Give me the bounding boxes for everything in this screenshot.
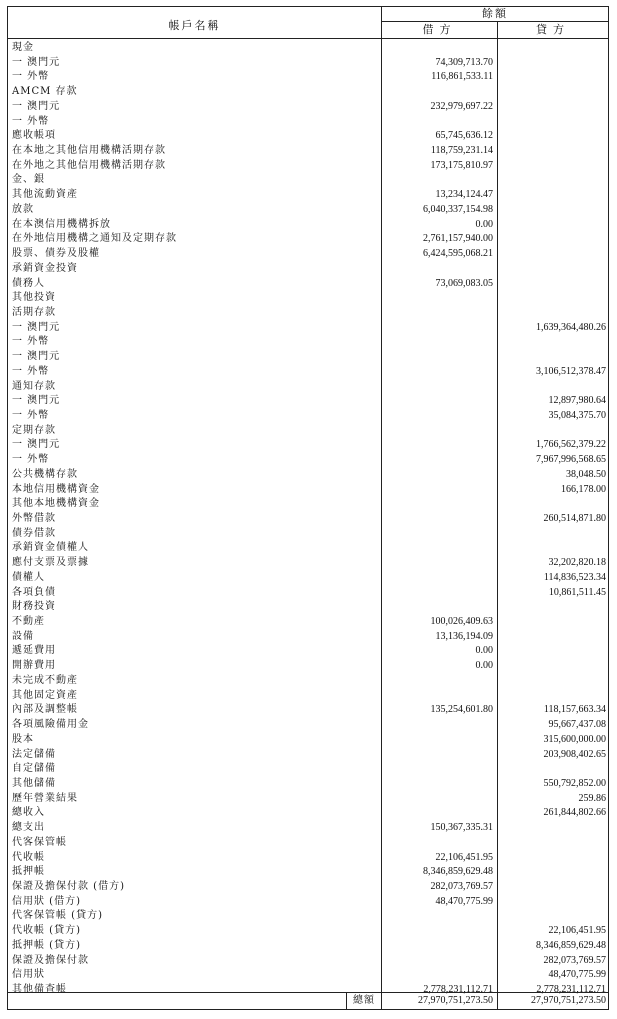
account-cell: 代客保管帳 (貸方) [12, 910, 103, 922]
table-row [8, 880, 608, 895]
table-row [8, 335, 608, 350]
credit-cell: 48,470,775.99 [548, 969, 606, 981]
debit-cell: 282,073,769.57 [430, 880, 493, 892]
debit-cell: 0.00 [475, 645, 493, 657]
table-row [8, 409, 608, 424]
table-row [8, 291, 608, 306]
table-row [8, 41, 608, 56]
account-cell: 其他本地機構資金 [12, 498, 100, 510]
table-row [8, 792, 608, 807]
table-row [8, 350, 608, 365]
debit-cell: 6,040,337,154.98 [423, 203, 493, 215]
account-cell: 應付支票及票據 [12, 557, 89, 569]
table-row [8, 306, 608, 321]
total-label: 總額 [353, 995, 375, 1006]
credit-cell: 95,667,437.08 [548, 719, 606, 731]
credit-cell: 118,157,663.34 [543, 704, 606, 716]
table-row [8, 424, 608, 439]
account-cell: 現金 [12, 42, 34, 53]
table-row [8, 247, 608, 262]
debit-cell: 73,069,083.05 [435, 277, 493, 289]
account-cell: 一 澳門元 [12, 439, 61, 451]
credit-cell: 8,346,859,629.48 [536, 939, 606, 951]
table-row [8, 630, 608, 645]
table-row [8, 806, 608, 821]
debit-cell: 8,346,859,629.48 [423, 866, 493, 878]
debit-cell: 118,759,231.14 [430, 145, 493, 157]
credit-cell: 261,844,802.66 [543, 807, 606, 819]
credit-cell: 282,073,769.57 [543, 954, 606, 966]
table-row [8, 777, 608, 792]
table-row [8, 600, 608, 615]
table-row [8, 556, 608, 571]
table-row [8, 262, 608, 277]
account-cell: 抵押帳 [12, 866, 45, 878]
account-cell: 其他固定資產 [12, 689, 78, 701]
table-row [8, 748, 608, 763]
account-cell: 總收入 [12, 807, 45, 819]
debit-cell: 2,761,157,940.00 [423, 233, 493, 245]
account-cell: 財務投資 [12, 601, 56, 613]
table-row [8, 438, 608, 453]
account-cell: 在外地信用機構之通知及定期存款 [12, 233, 177, 245]
credit-cell: 550,792,852.00 [543, 777, 606, 789]
account-cell: 股本 [12, 733, 34, 745]
account-cell: 一 澳門元 [12, 321, 61, 333]
debit-cell: 13,136,194.09 [435, 630, 493, 642]
account-name-header [8, 7, 382, 38]
account-cell: 代客保管帳 [12, 836, 67, 848]
account-cell: 抵押帳 (貸方) [12, 939, 81, 951]
credit-cell: 3,106,512,378.47 [536, 365, 606, 377]
table-row [8, 954, 608, 969]
account-cell: 未完成不動產 [12, 674, 78, 686]
account-cell: 一 澳門元 [12, 351, 61, 363]
account-cell: 金、銀 [12, 174, 45, 186]
table-row [8, 203, 608, 218]
account-cell: 代收帳 [12, 851, 45, 863]
account-cell: 一 外幣 [12, 454, 50, 466]
account-cell: 承銷資金債權人 [12, 542, 89, 554]
credit-cell: 259.86 [578, 792, 606, 804]
account-cell: 一 外幣 [12, 115, 50, 127]
debit-cell: 116,861,533.11 [431, 71, 493, 83]
table-row [8, 218, 608, 233]
table-row [8, 321, 608, 336]
credit-cell: 2,778,231,112.71 [536, 984, 606, 995]
account-cell: 設備 [12, 630, 34, 642]
total-row [8, 992, 608, 1009]
table-row [8, 527, 608, 542]
table-row [8, 365, 608, 380]
account-cell: 其他流動資產 [12, 189, 78, 201]
account-cell: 自定儲備 [12, 763, 56, 775]
table-row [8, 100, 608, 115]
account-cell: 應收帳項 [12, 130, 56, 142]
table-row [8, 659, 608, 674]
table-row [8, 674, 608, 689]
debit-header: 借方 [382, 22, 498, 38]
credit-cell: 1,766,562,379.22 [536, 439, 606, 451]
account-cell: 活期存款 [12, 306, 56, 318]
account-cell: 歷年營業結果 [12, 792, 78, 804]
table-row [8, 453, 608, 468]
table-row [8, 968, 608, 983]
table-row [8, 56, 608, 71]
table-row [8, 821, 608, 836]
debit-cell: 0.00 [475, 218, 493, 230]
account-cell: 定期存款 [12, 424, 56, 436]
total-debit: 27,970,751,273.50 [418, 995, 493, 1006]
account-cell: 內部及調整帳 [12, 704, 78, 716]
account-cell: 債券借款 [12, 527, 56, 539]
credit-cell: 7,967,996,568.65 [536, 454, 606, 466]
table-row [8, 159, 608, 174]
table-row [8, 144, 608, 159]
table-row [8, 895, 608, 910]
account-cell: 各項負債 [12, 586, 56, 598]
table-row [8, 939, 608, 954]
credit-cell: 203,908,402.65 [543, 748, 606, 760]
account-cell: 一 澳門元 [12, 395, 61, 407]
table-row [8, 571, 608, 586]
account-cell: 本地信用機構資金 [12, 483, 100, 495]
table-row [8, 586, 608, 601]
debit-cell: 65,745,636.12 [435, 130, 493, 142]
debit-cell: 150,367,335.31 [430, 822, 493, 834]
total-credit: 27,970,751,273.50 [531, 995, 606, 1006]
account-cell: 一 外幣 [12, 409, 50, 421]
table-row [8, 836, 608, 851]
account-cell: 承銷資金投資 [12, 262, 78, 274]
credit-cell: 22,106,451.95 [548, 925, 606, 937]
debit-cell: 13,234,124.47 [435, 189, 493, 201]
account-cell: 保證及擔保付款 (借方) [12, 880, 125, 892]
debit-cell: 173,175,810.97 [430, 159, 493, 171]
account-cell: 在本地之其他信用機構活期存款 [12, 145, 166, 157]
account-cell: 保證及擔保付款 [12, 954, 89, 966]
table-header [8, 7, 608, 39]
account-cell: 在外地之其他信用機構活期存款 [12, 159, 166, 171]
table-row [8, 173, 608, 188]
credit-cell: 38,048.50 [566, 468, 606, 480]
account-cell: 其他儲備 [12, 777, 56, 789]
account-cell: 其他投資 [12, 292, 56, 304]
credit-cell: 12,897,980.64 [548, 395, 606, 407]
account-cell: 一 外幣 [12, 71, 50, 83]
table-row [8, 497, 608, 512]
account-cell: 在本澳信用機構拆放 [12, 218, 111, 230]
table-row [8, 541, 608, 556]
account-cell: 股票、債券及股權 [12, 248, 100, 260]
account-cell: 一 澳門元 [12, 100, 61, 112]
table-row [8, 394, 608, 409]
account-cell: 其他備查帳 [12, 984, 67, 995]
credit-cell: 32,202,820.18 [548, 557, 606, 569]
table-row [8, 277, 608, 292]
table-row [8, 703, 608, 718]
account-cell: 不動產 [12, 616, 45, 628]
credit-cell: 315,600,000.00 [543, 733, 606, 745]
balance-header: 餘額 [382, 7, 608, 22]
table-row [8, 851, 608, 866]
debit-cell: 0.00 [475, 660, 493, 672]
total-divider [346, 993, 347, 1009]
account-cell: 信用狀 [12, 969, 45, 981]
table-row [8, 615, 608, 630]
credit-cell: 35,084,375.70 [548, 409, 606, 421]
account-cell: 遞延費用 [12, 645, 56, 657]
credit-cell: 166,178.00 [561, 483, 606, 495]
account-cell: 債權人 [12, 571, 45, 583]
table-row [8, 483, 608, 498]
account-cell: 一 外幣 [12, 336, 50, 348]
table-row [8, 865, 608, 880]
credit-cell: 260,514,871.80 [543, 513, 606, 524]
account-cell: 代收帳 (貸方) [12, 925, 81, 937]
table-row [8, 232, 608, 247]
trial-balance-sheet [7, 6, 609, 1010]
debit-cell: 100,026,409.63 [430, 616, 493, 628]
table-row [8, 512, 608, 527]
debit-cell: 74,309,713.70 [435, 56, 493, 68]
table-row [8, 188, 608, 203]
account-name-header-label: 帳戶名稱 [168, 19, 221, 32]
account-cell: AMCM 存款 [12, 86, 78, 98]
account-cell: 外幣借款 [12, 513, 56, 524]
account-cell: 放款 [12, 203, 34, 215]
debit-cell: 135,254,601.80 [430, 704, 493, 716]
table-row [8, 115, 608, 130]
table-row [8, 129, 608, 144]
account-cell: 一 外幣 [12, 365, 50, 377]
table-row [8, 380, 608, 395]
table-row [8, 468, 608, 483]
debit-cell: 6,424,595,068.21 [423, 248, 493, 260]
credit-cell: 10,861,511.45 [548, 586, 606, 598]
account-cell: 總支出 [12, 822, 45, 834]
table-row [8, 644, 608, 659]
table-row [8, 909, 608, 924]
debit-cell: 2,778,231,112.71 [423, 984, 493, 995]
debit-cell: 232,979,697.22 [430, 100, 493, 112]
debit-cell: 48,470,775.99 [435, 895, 493, 907]
account-cell: 一 澳門元 [12, 56, 61, 68]
table-row [8, 718, 608, 733]
account-cell: 開辦費用 [12, 660, 56, 672]
credit-cell: 114,836,523.34 [543, 571, 606, 583]
table-row [8, 85, 608, 100]
account-cell: 各項風險備用金 [12, 719, 89, 731]
table-row [8, 762, 608, 777]
credit-header: 貸方 [536, 23, 570, 36]
table-row [8, 70, 608, 85]
credit-cell: 1,639,364,480.26 [536, 321, 606, 333]
account-cell: 法定儲備 [12, 748, 56, 760]
table-row [8, 689, 608, 704]
account-rows [8, 41, 608, 998]
debit-cell: 22,106,451.95 [435, 851, 493, 863]
account-cell: 信用狀 (借方) [12, 895, 81, 907]
account-cell: 債務人 [12, 277, 45, 289]
table-row [8, 733, 608, 748]
account-cell: 通知存款 [12, 380, 56, 392]
table-row [8, 924, 608, 939]
account-cell: 公共機構存款 [12, 468, 78, 480]
